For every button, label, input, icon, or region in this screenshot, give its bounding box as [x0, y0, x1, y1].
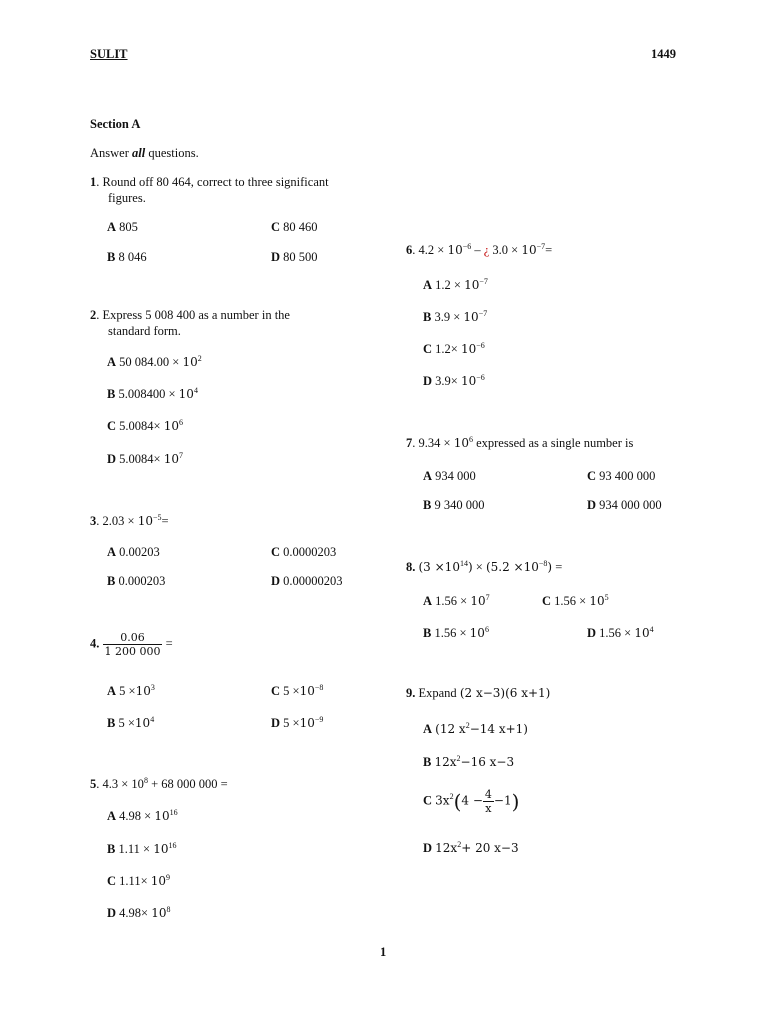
- q7-option-a[interactable]: A 934 000: [423, 469, 476, 483]
- q9-option-d[interactable]: D $12x^2+ 20$ x−3: [423, 839, 519, 855]
- instructions: Answer all questions.: [90, 146, 199, 160]
- q3-option-d[interactable]: D 0.00000203: [271, 574, 343, 588]
- q8-option-d[interactable]: D $1.56 \times 10^4$: [587, 624, 654, 640]
- q9-option-c[interactable]: C $3x^2(4$ − $\frac{4}{x}$ −1): [423, 788, 520, 815]
- q3-option-b[interactable]: B 0.000203: [107, 574, 166, 588]
- q1-option-a[interactable]: A 805: [107, 220, 138, 234]
- q2-stem: 2. Express 5 008 400 as a number in the: [90, 308, 290, 322]
- q8-stem: 8. $(3 \times 10^{14}) \times (5.2 \times 10^{-8})$ =: [406, 558, 563, 574]
- q9-option-a[interactable]: A (12 $x^2-14$ x+1): [423, 720, 528, 736]
- q2-stem-cont: standard form.: [108, 324, 181, 338]
- q9-stem: 9. Expand (2 x−3)(6 x+1): [406, 686, 551, 700]
- q3-stem: 3. $2.03 \times 10^{-5}=$: [90, 512, 169, 528]
- q2-option-c[interactable]: C $5.0084\times 10^6$: [107, 417, 183, 433]
- q8-option-a[interactable]: A $1.56 \times 10^7$: [423, 592, 490, 608]
- q1-option-b[interactable]: B 8 046: [107, 250, 147, 264]
- q5-option-b[interactable]: B $1.11 \times 10^{16}$: [107, 840, 177, 856]
- q7-stem: 7. $9.34 \times 10^6$ expressed as a single number is: [406, 434, 634, 450]
- q2-option-d[interactable]: D $5.0084\times 10^7$: [107, 450, 183, 466]
- q6-option-b[interactable]: B $3.9 \times 10^{-7}$: [423, 308, 488, 324]
- q6-option-d[interactable]: D $3.9\times 10^{-6}$: [423, 372, 485, 388]
- q4-option-a[interactable]: A $5 \times 10^3$: [107, 682, 155, 698]
- header-sulit: SULIT: [90, 47, 128, 61]
- q3-option-a[interactable]: A 0.00203: [107, 545, 160, 559]
- q4-fraction: $\frac{0.06}{1 200 000}$: [104, 631, 161, 658]
- q8-option-c[interactable]: C $1.56 \times 10^5$: [542, 592, 609, 608]
- header-code: 1449: [651, 47, 676, 61]
- q6-option-a[interactable]: A $1.2 \times 10^{-7}$: [423, 276, 488, 292]
- q6-option-c[interactable]: C $1.2\times 10^{-6}$: [423, 340, 485, 356]
- q2-option-a[interactable]: A 50 $084.00 \times 10^2$: [107, 353, 202, 369]
- section-title: Section A: [90, 117, 141, 131]
- q9-c-fraction: $\frac{4}{x}$: [484, 788, 492, 815]
- page-number: 1: [380, 945, 387, 959]
- q4-option-b[interactable]: B $5 \times 10^4$: [107, 714, 155, 730]
- q4-option-c[interactable]: C $5 \times 10^{-8}$: [271, 682, 324, 698]
- q3-option-c[interactable]: C 0.0000203: [271, 545, 337, 559]
- q7-option-b[interactable]: B 9 340 000: [423, 498, 485, 512]
- q5-option-c[interactable]: C $1.11\times 10^9$: [107, 872, 171, 888]
- q4-option-d[interactable]: D $5 \times 10^{-9}$: [271, 714, 324, 730]
- q5-stem: 5. $4.3 \times 10^8 + 68$ 000 000 =: [90, 775, 228, 791]
- q7-option-d[interactable]: D 934 000 000: [587, 498, 662, 512]
- q9-option-b[interactable]: B $12x^2-16$ x−3: [423, 753, 515, 769]
- q5-option-d[interactable]: D $4.98\times 10^8$: [107, 904, 171, 920]
- q1-stem-cont: figures.: [108, 191, 146, 205]
- q6-stem: 6. $4.2 \times 10^{-6}$ – ¿ $3.0 \times 10^{-7}=$: [406, 241, 553, 257]
- q7-option-c[interactable]: C 93 400 000: [587, 469, 656, 483]
- q1-option-c[interactable]: C 80 460: [271, 220, 318, 234]
- q1-stem: 1. Round off 80 464, correct to three significant: [90, 175, 329, 189]
- q8-option-b[interactable]: B $1.56 \times 10^6$: [423, 624, 489, 640]
- q1-option-d[interactable]: D 80 500: [271, 250, 318, 264]
- q4-stem: 4. $\frac{0.06}{1 200 000}$ =: [90, 631, 173, 658]
- q2-option-b[interactable]: B $5.008400 \times 10^4$: [107, 385, 198, 401]
- q5-option-a[interactable]: A $4.98 \times 10^{16}$: [107, 807, 178, 823]
